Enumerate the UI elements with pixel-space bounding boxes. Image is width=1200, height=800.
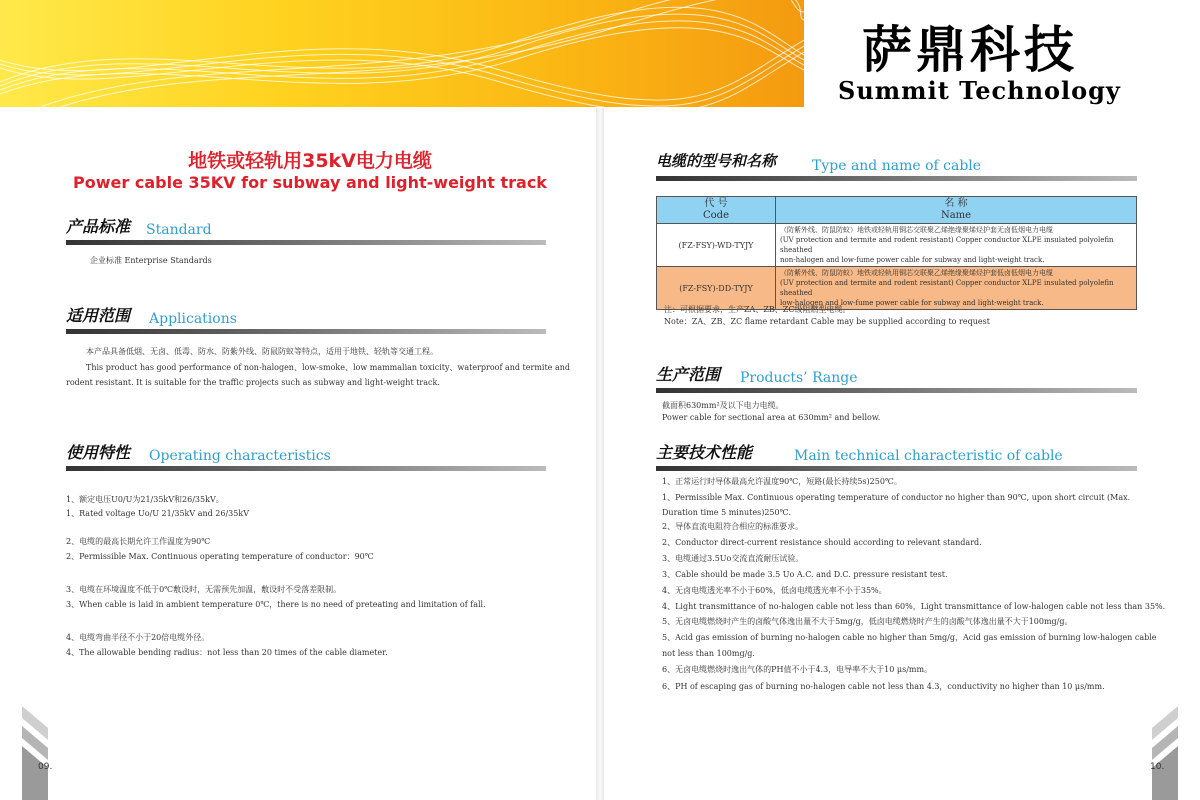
technical-item: 4、无卤电缆透光率不小于60%，低卤电缆透光率不小于35%。 <box>662 586 887 595</box>
technical-item: 1、正常运行时导体最高允许温度90℃，短路(最长持续5s)250℃。 <box>662 477 902 486</box>
standard-text: 企业标准 Enterprise Standards <box>90 256 212 265</box>
brand-name-cn: 萨鼎科技 <box>862 21 1078 79</box>
cable-type-table <box>656 196 1137 310</box>
technical-item: 1、Permissible Max. Continuous operating temperature of conductor no higher than 90℃, upon short circuit (Max. <box>662 493 1131 502</box>
corner-chevron-right <box>1152 706 1178 800</box>
table-cell-code: (FZ-FSY)-DD-TYJY <box>657 267 776 310</box>
section-heading-en: Operating characteristics <box>149 448 331 464</box>
name-line: （防紫外线、防鼠防蚁）地铁或轻轨用铜芯交联聚乙烯绝缘聚烯烃护套低卤低烟电力电缆 <box>780 269 1053 277</box>
section-standard-heading <box>66 214 546 246</box>
table-header-code <box>657 197 776 224</box>
table-cell-code: (FZ-FSY)-WD-TYJY <box>657 224 776 267</box>
range-line: 截面积630mm²及以下电力电缆。 <box>662 401 784 410</box>
technical-item: 3、Cable should be made 3.5 Uo A.C. and D.C. pressure resistant test. <box>662 570 948 579</box>
page-title-en: Power cable 35KV for subway and light-weight track <box>73 173 547 192</box>
header-code-cn: 代 号 <box>704 198 728 209</box>
section-heading-en: Standard <box>146 222 212 238</box>
technical-item: not less than 100mg/g. <box>662 649 755 658</box>
section-heading-cn: 生产范围 <box>656 365 721 384</box>
page-spine <box>596 108 604 800</box>
section-applications-heading <box>66 303 546 335</box>
section-heading-en: Applications <box>149 311 237 327</box>
name-line: (UV protection and termite and rodent resistant) Copper conductor XLPE insulated polyolefin sheathed <box>780 279 1114 297</box>
header-name-cn: 名 称 <box>944 198 968 209</box>
section-divider <box>656 466 1137 471</box>
section-divider <box>656 176 1137 181</box>
technical-item: 2、导体直流电阻符合相应的标准要求。 <box>662 522 804 531</box>
corner-chevron-left <box>22 706 48 800</box>
table-header-name <box>776 197 1137 224</box>
technical-item: 6、PH of escaping gas of burning no-halogen cable not less than 4.3，conductivity no higher than 10 μs/mm. <box>662 682 1105 691</box>
technical-item: 5、Acid gas emission of burning no-halogen cable no higher than 5mg/g，Acid gas emission of burning low-halogen cable <box>662 633 1157 642</box>
name-line: （防紫外线、防鼠防蚁）地铁或轻轨用铜芯交联聚乙烯绝缘聚烯烃护套无卤低烟电力电缆 <box>780 226 1053 234</box>
applications-line: rodent resistant. It is suitable for the traffic projects such as subway and light-weight track. <box>66 378 440 387</box>
operating-item: 1、Rated voltage Uo/U 21/35kV and 26/35kV <box>66 509 249 518</box>
section-heading-en: Type and name of cable <box>812 158 982 174</box>
applications-line: 本产品具备低烟、无卤、低毒、防水、防紫外线、防鼠防蚁等特点，适用于地铁、轻轨等交通工程。 <box>86 347 438 356</box>
table-cell-name <box>776 224 1137 267</box>
header-name-en: Name <box>940 210 972 221</box>
page-number-right: 10. <box>1150 762 1165 772</box>
technical-item: 2、Conductor direct-current resistance should according to relevant standard. <box>662 538 982 547</box>
section-divider <box>66 466 546 471</box>
name-line: non-halogen and low-fume power cable for subway and light-weight track. <box>780 256 1045 264</box>
section-heading-cn: 使用特性 <box>66 443 131 462</box>
page-number-left: 09. <box>38 762 53 772</box>
section-heading-cn: 适用范围 <box>66 306 131 325</box>
section-heading-en: Products’ Range <box>740 370 858 386</box>
section-divider <box>656 388 1137 393</box>
wave-decoration <box>0 0 804 107</box>
section-heading-cn: 产品标准 <box>66 217 131 236</box>
range-line: Power cable for sectional area at 630mm² and bellow. <box>662 413 881 422</box>
table-note: 注：可根据要求，生产ZA、ZB、ZC级阻燃型电缆。 <box>664 305 851 314</box>
operating-item: 4、The allowable bending radius：not less than 20 times of the cable diameter. <box>66 648 388 657</box>
operating-item: 2、电缆的最高长期允许工作温度为90℃ <box>66 537 211 546</box>
operating-item: 3、When cable is laid in ambient temperature 0℃，there is no need of preteating and limitation of fall. <box>66 600 486 609</box>
section-type-name-heading <box>656 150 1137 182</box>
technical-item: Duration time 5 minutes)250℃. <box>662 508 792 517</box>
technical-item: 4、Light transmittance of no-halogen cable not less than 60%，Light transmittance of low-halogen cable not less than 35%. <box>662 602 1166 611</box>
table-note: Note：ZA、ZB、ZC flame retardant Cable may be supplied according to request <box>664 317 990 326</box>
header-code-en: Code <box>703 210 729 221</box>
operating-item: 1、额定电压U0/U为21/35kV和26/35kV。 <box>66 495 224 504</box>
operating-item: 3、电缆在环境温度不低于0℃敷设时，无需预先加温，敷设时不受落差限制。 <box>66 585 342 594</box>
section-divider <box>66 240 546 245</box>
page-title-cn: 地铁或轻轨用35kV电力电缆 <box>188 150 432 172</box>
operating-item: 2、Permissible Max. Continuous operating temperature of conductor：90℃ <box>66 552 374 561</box>
section-operating-heading <box>66 440 546 472</box>
technical-item: 3、电缆通过3.5Uo交流直流耐压试验。 <box>662 554 804 563</box>
section-heading-en: Main technical characteristic of cable <box>794 448 1063 464</box>
header-banner <box>0 0 804 107</box>
section-heading-cn: 电缆的型号和名称 <box>656 152 777 170</box>
name-line: (UV protection and termite and rodent resistant) Copper conductor XLPE insulated polyolefin sheathed <box>780 236 1114 254</box>
applications-line: This product has good performance of non-halogen、low-smoke、low mammalian toxicity、waterproof and termite and <box>86 363 570 372</box>
technical-item: 5、无卤电缆燃烧时产生的卤酸气体逸出量不大于5mg/g，低卤电缆燃烧时产生的卤酸气体逸出量不大于100mg/g。 <box>662 617 1073 626</box>
table-row <box>657 224 1137 267</box>
technical-item: 6、无卤电缆燃烧时逸出气体的PH值不小于4.3，电导率不大于10 μs/mm。 <box>662 665 933 674</box>
section-heading-cn: 主要技术性能 <box>656 443 753 462</box>
table-header-row <box>657 197 1137 224</box>
name-line: low-halogen and low-fume power cable for subway and light-weight track. <box>780 299 1044 307</box>
operating-item: 4、电缆弯曲半径不小于20倍电缆外径。 <box>66 633 210 642</box>
section-range-heading <box>656 362 1137 394</box>
section-divider <box>66 329 546 334</box>
brand-name-en: Summit Technology <box>838 76 1121 105</box>
section-technical-heading <box>656 440 1137 472</box>
